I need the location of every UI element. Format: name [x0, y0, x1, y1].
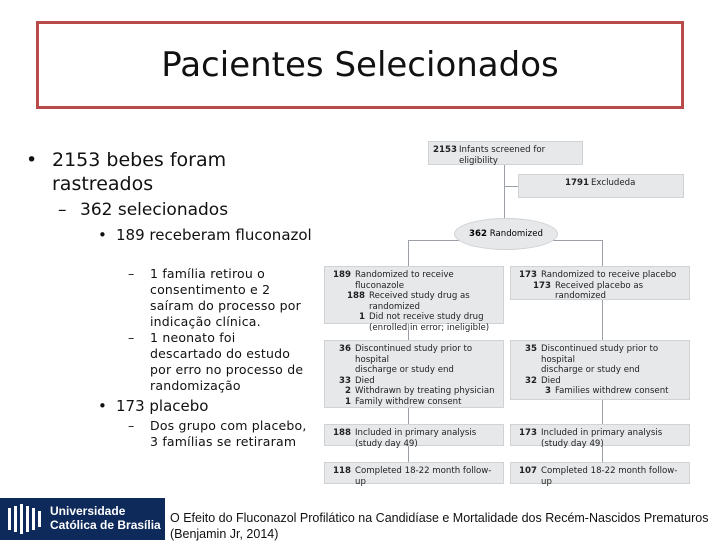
placebo-allocation-box — [510, 266, 690, 300]
label: Discontinued study prior to hospital — [541, 344, 659, 365]
count: 32 — [525, 375, 537, 386]
label: Families withdrew consent — [555, 386, 669, 396]
bullet-selected — [58, 200, 310, 221]
university-logo — [0, 498, 165, 540]
label: discharge or study end — [355, 365, 454, 375]
count: 173 — [519, 270, 537, 280]
bullet-fluconazole-sub-2 — [128, 330, 310, 394]
screened-box — [428, 141, 583, 165]
label: Included in primary analysis (study day 49) — [541, 428, 663, 449]
label: Excludeda — [591, 178, 636, 188]
bullet-marker: – — [128, 418, 135, 433]
logo-line-2: Católica de Brasília — [50, 518, 161, 532]
placebo-discontinued-box — [510, 340, 690, 400]
bullet-screened — [26, 148, 302, 196]
count: 2 — [345, 386, 351, 396]
consort-flowchart — [320, 136, 695, 486]
count — [329, 365, 351, 376]
connector-line — [602, 400, 603, 424]
label: Randomized — [489, 229, 543, 239]
bullet-marker: • — [26, 149, 38, 171]
label: Received placebo as randomized — [555, 280, 644, 301]
placebo-analysis-box — [510, 424, 690, 449]
bullet-fluconazole-sub-1 — [128, 266, 310, 330]
bullet-placebo — [98, 397, 316, 415]
count: 35 — [525, 344, 537, 354]
label: Infants screened for eligibility — [459, 145, 546, 166]
label: (enrolled in error; ineligible) — [369, 322, 490, 333]
bullet-marker: – — [58, 200, 67, 220]
label: Included in primary analysis (study day 49) — [355, 428, 477, 449]
count: 107 — [519, 466, 537, 476]
bullet-text: 1 neonato foi descartado do estudo por erro no processo de randomização — [150, 330, 304, 393]
placebo-followup-box — [510, 462, 690, 487]
bullet-placebo-sub-1 — [128, 418, 310, 450]
count: 362 — [469, 229, 487, 239]
label: Completed 18-22 month follow-up — [355, 466, 492, 487]
count: 3 — [545, 386, 551, 396]
label: Did not receive study drug — [369, 312, 484, 322]
bullet-marker: – — [128, 330, 135, 345]
count: 188 — [333, 428, 351, 438]
connector-line — [408, 240, 409, 268]
label: Randomized to receive fluconazole — [355, 270, 454, 291]
label: Discontinued study prior to hospital — [355, 344, 473, 365]
count: 173 — [519, 428, 537, 438]
fluconazole-discontinued-box — [324, 340, 504, 408]
logo-line-1: Universidade — [50, 504, 126, 518]
bullet-fluconazole — [98, 226, 316, 244]
label: Received study drug as randomized — [369, 291, 470, 312]
bullet-text: 189 receberam fluconazol — [116, 226, 312, 244]
connector-line — [408, 408, 409, 424]
label: Withdrawn by treating physician — [355, 386, 495, 396]
label: Died — [541, 375, 561, 386]
bullet-text: Dos grupo com placebo, 3 famílias se retiraram — [150, 418, 307, 449]
excluded-box — [518, 174, 684, 198]
count: 2153 — [433, 145, 457, 155]
bullet-marker: • — [98, 226, 107, 244]
fluconazole-analysis-box — [324, 424, 504, 449]
bullet-text: 362 selecionados — [80, 200, 229, 220]
count: 36 — [339, 344, 351, 354]
bullet-marker: – — [128, 266, 135, 281]
count: 173 — [533, 280, 551, 291]
count: 118 — [333, 466, 351, 476]
count: 188 — [347, 291, 365, 301]
connector-line — [602, 240, 603, 268]
connector-line — [602, 300, 603, 340]
connector-line — [504, 164, 505, 220]
bullet-text: 173 placebo — [116, 397, 209, 415]
count: 189 — [333, 270, 351, 280]
randomized-ellipse — [454, 218, 558, 250]
count: 1 — [359, 312, 365, 322]
count: 1791 — [565, 178, 589, 188]
citation-text: O Efeito do Fluconazol Profilático na Candidíase e Mortalidade dos Recém-Nascidos Prematuros (Benjamin Jr, 2014) — [170, 511, 709, 541]
page-title: Pacientes Selecionados — [161, 45, 559, 85]
bullet-text: 2153 bebes foram rastreados — [52, 149, 227, 195]
label: Died — [355, 375, 375, 386]
label: Randomized to receive placebo — [541, 270, 677, 280]
university-emblem-icon — [6, 504, 42, 534]
title-box — [36, 21, 684, 109]
fluconazole-allocation-box — [324, 266, 504, 333]
bullet-text: 1 família retirou o consentimento e 2 saíram do processo por indicação clínica. — [150, 266, 301, 329]
label: Family withdrew consent — [355, 396, 462, 407]
label: discharge or study end — [541, 365, 640, 375]
label: Completed 18-22 month follow-up — [541, 466, 678, 487]
count — [515, 365, 537, 376]
bullet-marker: • — [98, 397, 107, 415]
footer — [0, 498, 720, 540]
count: 33 — [339, 375, 351, 386]
count — [343, 323, 365, 334]
count: 1 — [345, 396, 351, 407]
fluconazole-followup-box — [324, 462, 504, 487]
connector-line — [504, 186, 518, 187]
